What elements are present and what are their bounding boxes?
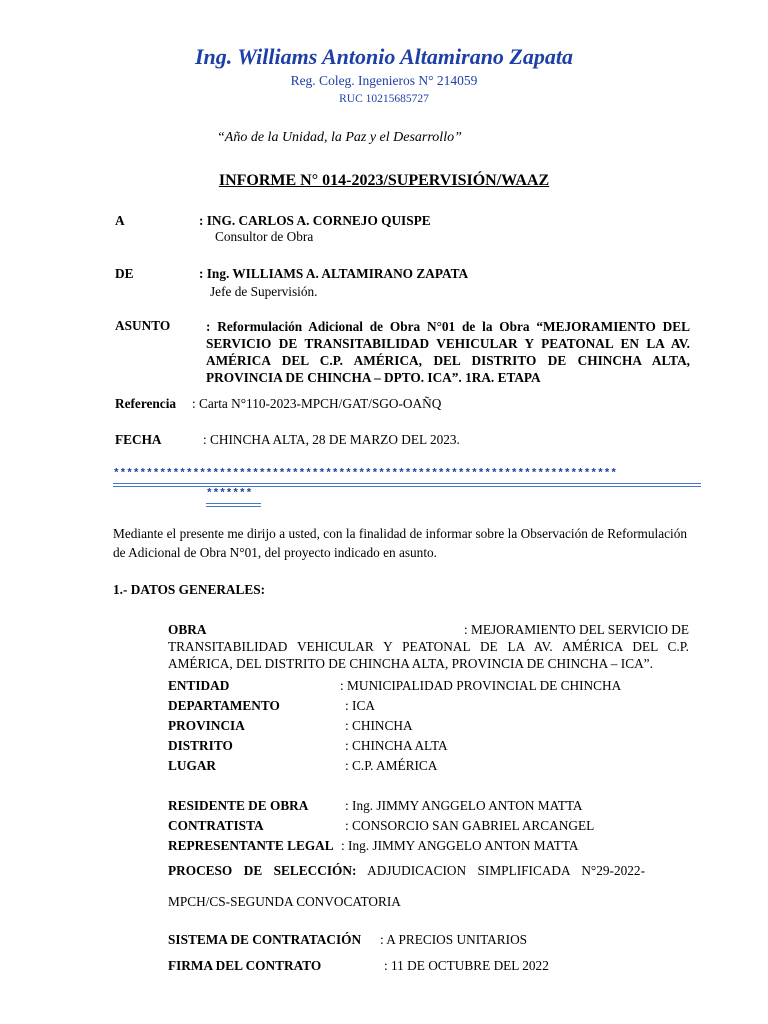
entidad-row bbox=[168, 678, 229, 694]
from-role: Jefe de Supervisión. bbox=[210, 284, 318, 299]
separator-line-bottom bbox=[113, 486, 701, 487]
contratista-row bbox=[168, 818, 264, 834]
provincia-label: PROVINCIA bbox=[168, 718, 245, 733]
residente-value: : Ing. JIMMY ANGGELO ANTON MATTA bbox=[345, 798, 583, 813]
lugar-label: LUGAR bbox=[168, 758, 217, 773]
lugar-row bbox=[168, 758, 216, 774]
to-value: : ING. CARLOS A. CORNEJO QUISPE bbox=[199, 213, 431, 228]
proceso-block bbox=[168, 855, 645, 917]
separator-stars: **************************************************************************** bbox=[113, 468, 617, 480]
to-role: Consultor de Obra bbox=[215, 229, 314, 244]
departamento-label: DEPARTAMENTO bbox=[168, 698, 280, 713]
date-label: FECHA bbox=[115, 432, 162, 447]
firma-label: FIRMA DEL CONTRATO bbox=[168, 958, 322, 973]
sistema-value: : A PRECIOS UNITARIOS bbox=[380, 932, 528, 947]
residente-row bbox=[168, 798, 308, 814]
entidad-value: : MUNICIPALIDAD PROVINCIAL DE CHINCHA bbox=[340, 678, 622, 693]
distrito-value: : CHINCHA ALTA bbox=[345, 738, 448, 753]
letterhead-name: Ing. Williams Antonio Altamirano Zapata bbox=[195, 44, 573, 69]
intro-paragraph: Mediante el presente me dirijo a usted, con la finalidad de informar sobre la Observación de Reformulación de Adicional de Obra N°01, del proyecto indicado en asunto. bbox=[113, 526, 687, 560]
contratista-value: : CONSORCIO SAN GABRIEL ARCANGEL bbox=[345, 818, 595, 833]
subject-label: ASUNTO bbox=[115, 318, 171, 333]
departamento-value: : ICA bbox=[345, 698, 375, 713]
letterhead-registration: Reg. Coleg. Ingenieros N° 214059 bbox=[290, 73, 478, 88]
lugar-value: : C.P. AMÉRICA bbox=[345, 758, 438, 773]
separator-line-top bbox=[113, 483, 701, 484]
contratista-label: CONTRATISTA bbox=[168, 818, 264, 833]
separator-short-line-bottom bbox=[206, 506, 261, 507]
report-title: INFORME N° 014-2023/SUPERVISIÓN/WAAZ bbox=[218, 172, 550, 189]
subject-value: : Reformulación Adicional de Obra N°01 de la Obra “MEJORAMIENTO DEL SERVICIO DE TRANSITABILIDAD VEHICULAR Y PEATONAL EN LA AV. AMÉRICA DEL C.P. AMÉRICA, DEL DISTRITO DE CHINCHA ALTA, PROVINCIA DE CHINCHA – DPTO. ICA”. 1RA. ETAPA bbox=[206, 319, 690, 385]
provincia-row bbox=[168, 718, 245, 734]
residente-label: RESIDENTE DE OBRA bbox=[168, 798, 309, 813]
year-motto: “Año de la Unidad, la Paz y el Desarrollo” bbox=[217, 130, 462, 145]
sistema-row bbox=[168, 932, 361, 948]
firma-row bbox=[168, 958, 321, 974]
entidad-label: ENTIDAD bbox=[168, 678, 230, 693]
date-value: : CHINCHA ALTA, 28 DE MARZO DEL 2023. bbox=[203, 432, 460, 447]
representante-value: : Ing. JIMMY ANGGELO ANTON MATTA bbox=[341, 838, 579, 853]
obra-value-first: : MEJORAMIENTO DEL SERVICIO DE bbox=[464, 622, 689, 637]
proceso-value: ADJUDICACION SIMPLIFICADA N°29-2022-MPCH/CS-SEGUNDA CONVOCATORIA bbox=[168, 863, 645, 909]
firma-value: : 11 DE OCTUBRE DEL 2022 bbox=[384, 958, 549, 973]
obra-value-rest: TRANSITABILIDAD VEHICULAR Y PEATONAL DE LA AV. AMÉRICA DEL C.P. AMÉRICA, DEL DISTRITO DE CHINCHA ALTA, PROVINCIA DE CHINCHA – ICA”. bbox=[168, 639, 689, 671]
letterhead-ruc: RUC 10215685727 bbox=[339, 93, 429, 105]
departamento-row bbox=[168, 698, 280, 714]
provincia-value: : CHINCHA bbox=[345, 718, 413, 733]
obra-block bbox=[168, 621, 689, 672]
reference-label: Referencia bbox=[115, 396, 177, 411]
proceso-label: PROCESO DE SELECCIÓN: bbox=[168, 863, 357, 878]
representante-label: REPRESENTANTE LEGAL bbox=[168, 838, 334, 853]
separator-stars-continued: ******* bbox=[206, 488, 253, 500]
representante-row bbox=[168, 838, 334, 854]
reference-value: : Carta N°110-2023-MPCH/GAT/SGO-OAÑQ bbox=[192, 396, 442, 411]
distrito-label: DISTRITO bbox=[168, 738, 233, 753]
to-label: A bbox=[115, 213, 125, 228]
from-label: DE bbox=[115, 266, 134, 281]
separator-short-line-top bbox=[206, 503, 261, 504]
obra-label: OBRA bbox=[168, 622, 207, 637]
section-title: 1.- DATOS GENERALES: bbox=[113, 582, 266, 597]
from-value: : Ing. WILLIAMS A. ALTAMIRANO ZAPATA bbox=[199, 266, 469, 281]
distrito-row bbox=[168, 738, 233, 754]
sistema-label: SISTEMA DE CONTRATACIÓN bbox=[168, 932, 362, 947]
